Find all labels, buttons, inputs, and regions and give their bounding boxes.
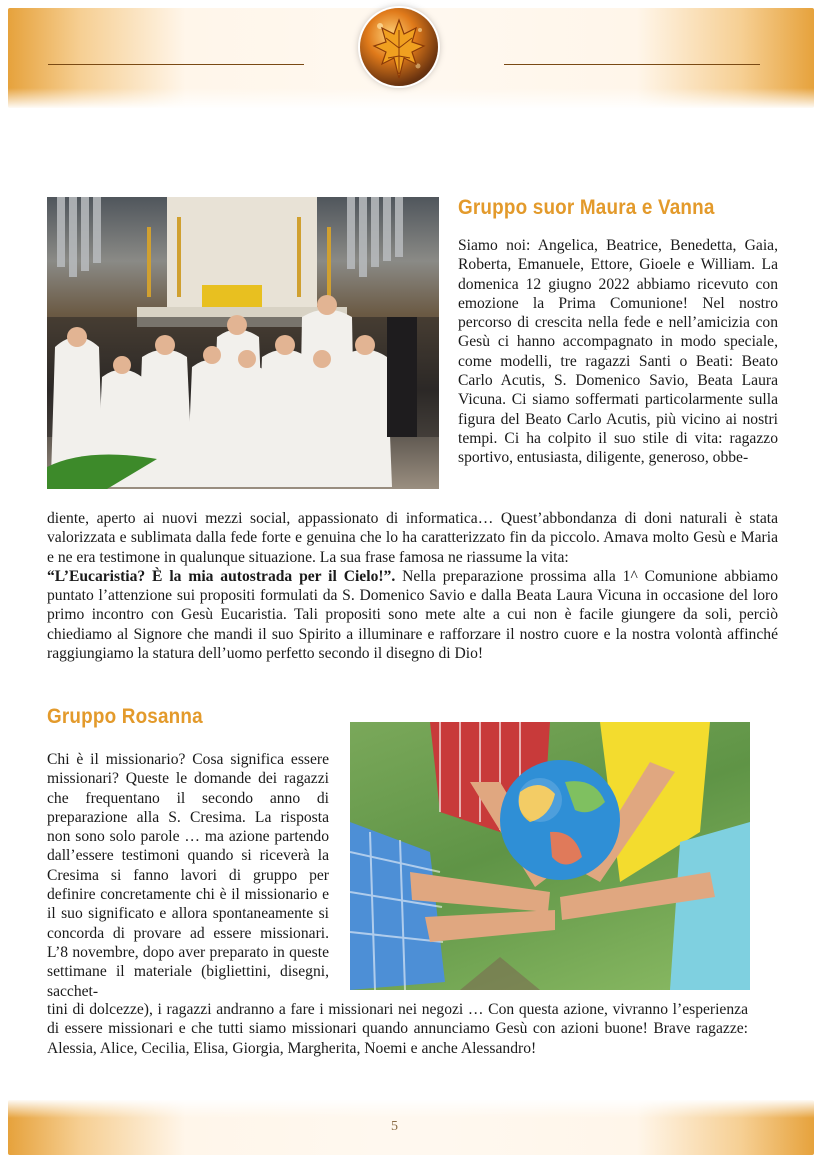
section-body-wide: [47, 509, 778, 663]
autumn-leaf-medallion: [360, 8, 438, 86]
section-body-wide: [47, 1000, 748, 1058]
maple-leaf-icon: [360, 8, 438, 86]
header-rule-left: [48, 64, 304, 65]
page-number: 5: [391, 1119, 398, 1134]
section-body-column: [458, 236, 778, 468]
section-body-column: [47, 750, 329, 1001]
paragraph: Chi è il missionario? Cosa significa essere missionari? Queste le domande dei ragazzi che frequentano il secondo anno di preparazione alla S. Cresima. La risposta non sono solo parole … ma azione partendo dall’essere testimoni quando si riceverà la Cresima si fanno lavori di gruppo per definire concretamente chi è il missionario e il suo significato e allora spontaneamente si concorda di provare ad essere missionari. L’8 novembre, dopo aver preparato in queste settimane il materiale (bigliettini, disegni, sacchet-: [47, 751, 329, 1000]
first-communion-group-photo: [47, 197, 439, 489]
hands-holding-globe-photo: [350, 722, 750, 990]
paragraph: Siamo noi: Angelica, Beatrice, Benedetta, Gaia, Roberta, Emanuele, Ettore, Gioele e William. La domenica 12 giugno 2022 abbiamo ricevuto con emozione la Prima Comunione! Nel nostro percorso di crescita nella fede e nell’amicizia con Gesù ci hanno accompagnato in modo speciale, come modelli, tre ragazzi Santi o Beati: Beato Carlo Acutis, S. Domenico Savio, Beata Laura Vicuna. Ci siamo soffermati particolarmente sulla figura del Beato Carlo Acutis, più vicino ai nostri tempi. Ci ha colpito il suo stile di vita: ragazzo sportivo, entusiasta, diligente, generoso, obbe-: [458, 237, 778, 467]
paragraph-text: diente, aperto ai nuovi mezzi social, appassionato di informatica… Quest’abbondanza di doni naturali è stata valorizzata e sublimata dalla fede forte e genuina che lo ha caratterizzato fin da piccolo. Amava molto Gesù e Maria e ne era testimone in qualunque situazione. La sua frase famosa ne riassume la vita:: [47, 510, 778, 566]
quote: “L’Eucaristia? È la mia autostrada per il Cielo!”.: [47, 567, 396, 585]
header-rule-right: [504, 64, 760, 65]
section-title: Gruppo Rosanna: [47, 705, 203, 728]
paragraph: tini di dolcezze), i ragazzi andranno a fare i missionari nei negozi … Con questa azione, vivranno l’esperienza di essere missionari e che tutti siamo missionari quando annunciamo Gesù con azioni buone! Brave ragazze: Alessia, Alice, Cecilia, Elisa, Giorgia, Margherita, Noemi e anche Alessandro!: [47, 1001, 748, 1057]
footer-band: [8, 1100, 814, 1155]
section-title: Gruppo suor Maura e Vanna: [458, 196, 715, 219]
paragraph-text: Nella preparazione prossima alla 1^ Comunione abbiamo puntato l’attenzione sui propositi formulati da S. Domenico Savio e dalla Beata Laura Vicuna in occasione del loro primo incontro con Gesù Eucaristia. Tali propositi sono mete alte a cui non è facile giungere da soli, perciò chiediamo al Signore che mandi il suo Spirito a illuminare e rafforzare il nostro cuore e la nostra volontà affinché raggiungiamo la statura dell’uomo perfetto secondo il disegno di Dio!: [47, 567, 778, 663]
paragraph: [47, 509, 778, 663]
